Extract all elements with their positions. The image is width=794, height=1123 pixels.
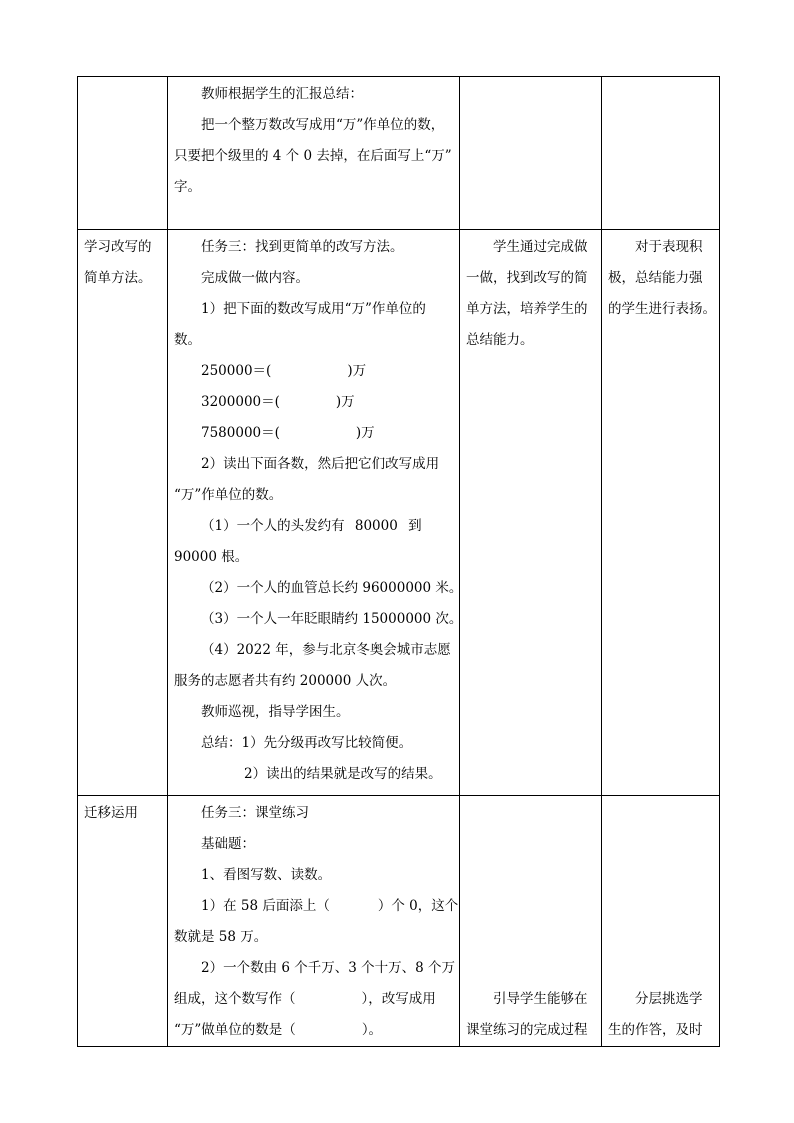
text-line: 课堂练习的完成过程 — [466, 1022, 588, 1038]
table-row — [78, 796, 720, 1047]
text-fragment: 1）在 58 后面添上（ — [201, 898, 330, 914]
text-line: （2）一个人的血管总长约 96000000 米。 — [201, 580, 463, 596]
text-line: 字。 — [174, 179, 201, 195]
table-row — [78, 77, 720, 230]
text-line: 把一个整万数改写成用“万”作单位的数， — [201, 117, 445, 133]
equation-line — [174, 418, 453, 449]
text-fragment: 组成，这个数写作（ — [174, 991, 296, 1007]
stage-label: 迁移运用 — [84, 805, 138, 821]
stage-label: 学习改写的 — [84, 239, 152, 255]
stage-label: 简单方法。 — [84, 270, 152, 286]
equation-right: )万 — [355, 425, 375, 441]
text-line: 2）读出下面各数，然后把它们改写成用 — [201, 456, 440, 472]
text-line: 数就是 58 万。 — [174, 929, 268, 945]
text-line — [174, 984, 453, 1015]
text-line: 单方法，培养学生的 — [466, 301, 588, 317]
cell-stage — [78, 796, 168, 1047]
cell-intent — [460, 230, 602, 796]
cell-stage — [78, 77, 168, 230]
equation-left: 7580000＝( — [201, 425, 280, 441]
task-title: 任务三：课堂练习 — [201, 805, 309, 821]
text-line: 只要把个级里的 4 个 0 去掉，在后面写上“万” — [174, 148, 452, 164]
text-line: （1）一个人的头发约有 80000 到 — [201, 518, 422, 534]
text-line: 数。 — [174, 332, 201, 348]
text-line: 教师巡视，指导学困生。 — [201, 704, 350, 720]
equation-right: )万 — [335, 394, 355, 410]
cell-evaluation — [602, 796, 720, 1047]
equation-left: 250000＝( — [201, 363, 272, 379]
text-line: （4）2022 年，参与北京冬奥会城市志愿 — [201, 642, 451, 658]
text-line: 1）把下面的数改写成用“万”作单位的 — [201, 301, 426, 317]
lesson-plan-table — [77, 76, 720, 1047]
text-line: 90000 根。 — [174, 549, 249, 565]
text-line: 的学生进行表扬。 — [608, 301, 716, 317]
text-line: 对于表现积 — [635, 239, 703, 255]
text-line: 教师根据学生的汇报总结： — [201, 86, 363, 102]
text-fragment: “万”做单位的数是（ — [174, 1022, 296, 1038]
cell-evaluation — [602, 230, 720, 796]
cell-evaluation — [602, 77, 720, 230]
cell-activity — [168, 230, 463, 796]
summary-line: 总结：1）先分级再改写比较简便。 — [201, 735, 413, 751]
cell-intent — [460, 77, 602, 230]
text-fragment: ）个 0，这个 — [377, 898, 459, 914]
equation-line — [174, 387, 453, 418]
text-fragment: ）。 — [361, 1022, 383, 1038]
text-line — [174, 1015, 453, 1046]
cell-activity — [168, 77, 460, 230]
summary-line: 2）读出的结果就是改写的结果。 — [244, 766, 442, 782]
text-line: 引导学生能够在 — [493, 991, 588, 1007]
cell-activity — [168, 796, 460, 1047]
text-line: “万”作单位的数。 — [174, 487, 283, 503]
text-fragment: ），改写成用 — [361, 991, 436, 1007]
text-line: 分层挑选学 — [635, 991, 703, 1007]
cell-intent — [460, 796, 602, 1047]
text-line: 总结能力。 — [466, 332, 534, 348]
text-line: 服务的志愿者共有约 200000 人次。 — [174, 673, 397, 689]
text-line: 2）一个数由 6 个千万、3 个十万、8 个万 — [201, 960, 456, 976]
text-line: 极，总结能力强 — [608, 270, 703, 286]
equation-line — [174, 356, 453, 387]
text-line: 学生通过完成做 — [493, 239, 588, 255]
equation-left: 3200000＝( — [201, 394, 280, 410]
text-line: 一做，找到改写的简 — [466, 270, 588, 286]
text-line — [174, 891, 459, 922]
text-line: 生的作答，及时 — [608, 1022, 703, 1038]
task-title: 任务三：找到更简单的改写方法。 — [201, 239, 404, 255]
text-line: 1、看图写数、读数。 — [201, 867, 332, 883]
text-line: （3）一个人一年眨眼睛约 15000000 次。 — [201, 611, 463, 627]
text-line: 基础题： — [201, 836, 255, 852]
text-line: 完成做一做内容。 — [201, 270, 309, 286]
cell-stage — [78, 230, 168, 796]
table-row — [78, 230, 720, 796]
equation-right: )万 — [347, 363, 367, 379]
